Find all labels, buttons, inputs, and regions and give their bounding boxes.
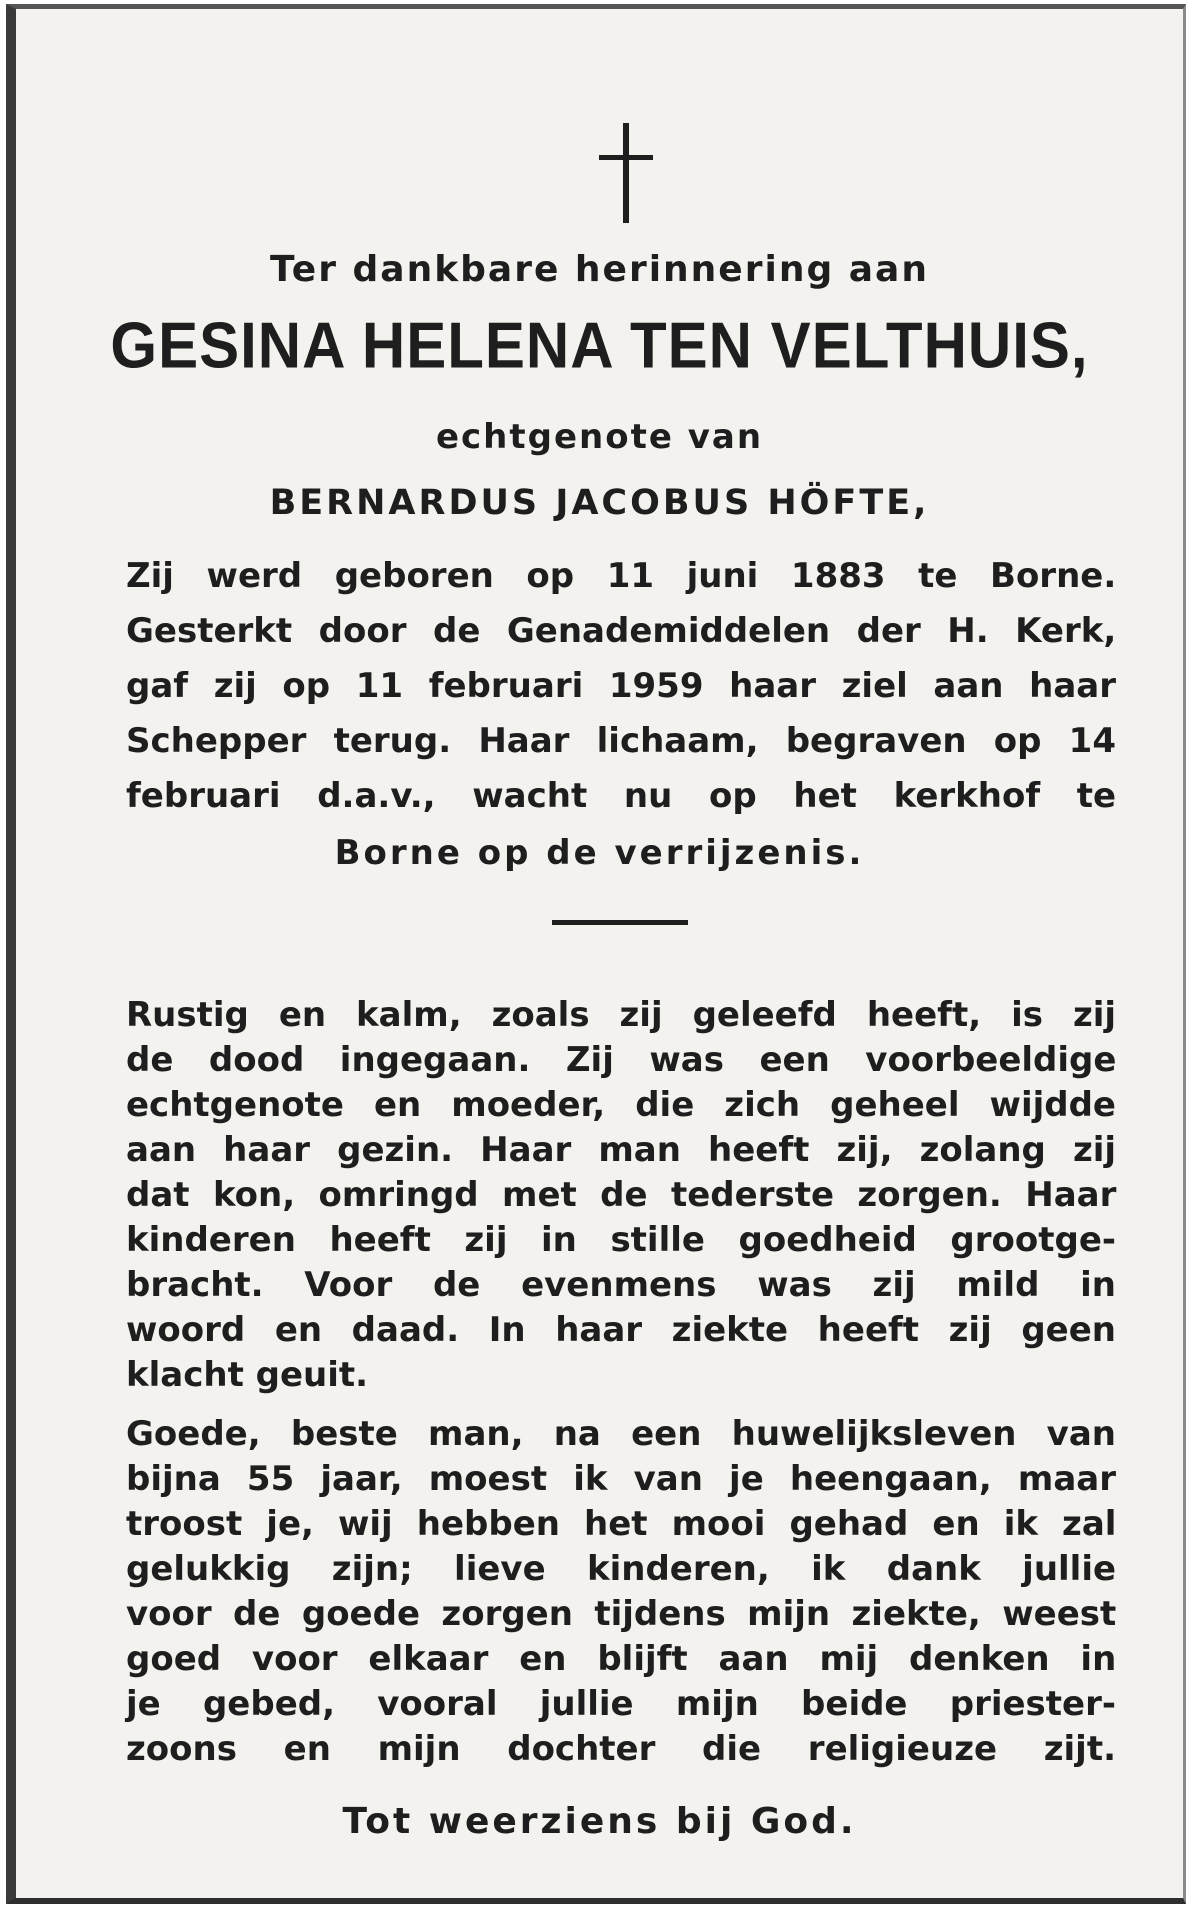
- tribute-line: klacht geuit.: [126, 1355, 369, 1395]
- farewell-line: bijna 55 jaar, moest ik van je heengaan, maar: [126, 1459, 1116, 1499]
- biography-line: gaf zij op 11 februari 1959 haar ziel aan haar: [126, 666, 1116, 706]
- farewell-line: gelukkig zijn; lieve kinderen, ik dank jullie: [126, 1549, 1117, 1589]
- tribute-line: echtgenote en moeder, die zich geheel wijdde: [126, 1085, 1116, 1125]
- biography-line: Gesterkt door de Genademiddelen der H. Kerk,: [126, 611, 1117, 651]
- tribute-line: dat kon, omringd met de tederste zorgen. Haar: [126, 1175, 1117, 1215]
- farewell-line: voor de goede zorgen tijdens mijn ziekte, weest: [126, 1594, 1117, 1634]
- tribute-line: Rustig en kalm, zoals zij geleefd heeft, is zij: [126, 995, 1117, 1035]
- biography-line: Schepper terug. Haar lichaam, begraven op 14: [126, 721, 1116, 761]
- intro-text: Ter dankbare herinnering aan: [270, 249, 929, 290]
- biography-paragraph: [126, 549, 1116, 824]
- biography-line: februari d.a.v., wacht nu op het kerkhof te: [126, 776, 1117, 816]
- tribute-line: woord en daad. In haar ziekte heeft zij geen: [126, 1310, 1116, 1350]
- memorial-card: [6, 4, 1186, 1904]
- farewell-line: je gebed, vooral jullie mijn beide priester-: [126, 1684, 1116, 1724]
- biography-line: Zij werd geboren op 11 juni 1883 te Borne.: [126, 556, 1117, 596]
- divider-line: [552, 920, 688, 925]
- tribute-line: bracht. Voor de evenmens was zij mild in: [126, 1265, 1116, 1305]
- spouse-name: BERNARDUS JACOBUS HÖFTE,: [269, 483, 930, 523]
- farewell-line: zoons en mijn dochter die religieuze zijt.: [126, 1729, 1116, 1769]
- farewell-line: Goede, beste man, na een huwelijksleven van: [126, 1414, 1116, 1454]
- farewell-line: goed voor elkaar en blijft aan mij denken in: [126, 1639, 1117, 1679]
- spouse-prefix: echtgenote van: [435, 417, 764, 457]
- biography-last-line: Borne op de verrijzenis.: [334, 833, 865, 873]
- closing-text: Tot weerziens bij God.: [342, 1801, 857, 1842]
- tribute-line: aan haar gezin. Haar man heeft zij, zolang zij: [126, 1130, 1117, 1170]
- farewell-line: troost je, wij hebben het mooi gehad en ik zal: [126, 1504, 1117, 1544]
- cross-icon: [599, 123, 653, 223]
- tribute-paragraph: [126, 993, 1116, 1398]
- tribute-line: kinderen heeft zij in stille goedheid grootge-: [126, 1220, 1116, 1260]
- farewell-paragraph: [126, 1412, 1116, 1772]
- deceased-name: GESINA HELENA TEN VELTHUIS,: [110, 309, 1089, 382]
- tribute-line: de dood ingegaan. Zij was een voorbeeldige: [126, 1040, 1117, 1080]
